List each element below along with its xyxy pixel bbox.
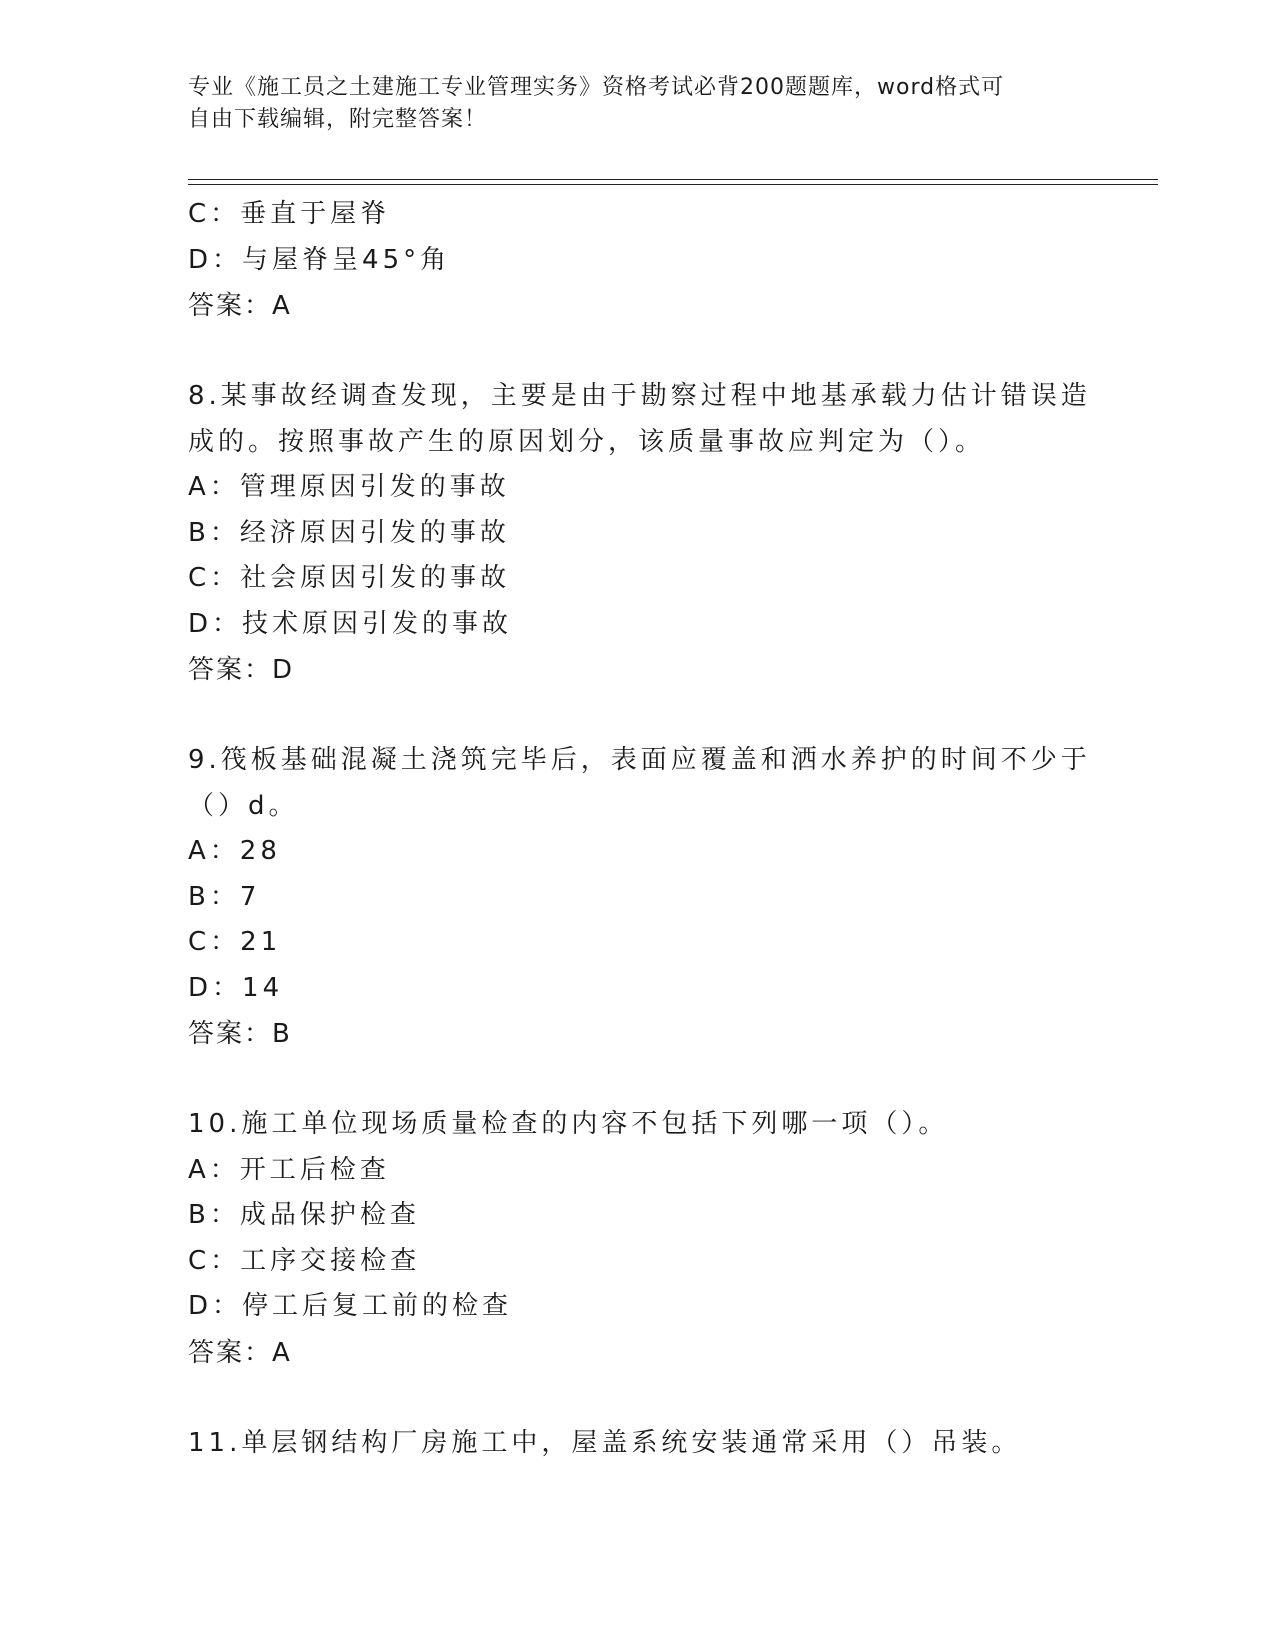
- question-stem: [188, 738, 1091, 829]
- option-d: D：停工后复工前的检查: [188, 1291, 513, 1321]
- option-d: D：技术原因引发的事故: [188, 608, 513, 639]
- option-a: A：开工后检查: [188, 1154, 390, 1185]
- answer-label: 答案：D: [188, 655, 295, 685]
- question-stem: [188, 374, 1091, 465]
- question-7-tail: [188, 192, 1088, 329]
- option-c: C：21: [188, 927, 282, 957]
- question-8: [188, 374, 1091, 693]
- header-line-1: 专业《施工员之土建施工专业管理实务》资格考试必背200题题库，word格式可: [188, 75, 1005, 100]
- question-stem: [188, 1102, 1088, 1148]
- option-b: B：7: [188, 881, 261, 912]
- question-stem-line: 成的。按照事故产生的原因划分，该质量事故应判定为（）。: [188, 426, 986, 457]
- option-b: B：成品保护检查: [188, 1200, 420, 1230]
- option-b: B：经济原因引发的事故: [188, 517, 510, 548]
- option-c: C：垂直于屋脊: [188, 199, 391, 229]
- answer-label: 答案：A: [188, 291, 292, 321]
- question-stem: [188, 1421, 1088, 1467]
- header-line-2: 自由下载编辑，附完整答案！: [188, 107, 488, 132]
- option-d: D：14: [188, 972, 284, 1003]
- option-a: A：管理原因引发的事故: [188, 472, 510, 502]
- option-c: C：社会原因引发的事故: [188, 563, 511, 593]
- answer-label: 答案：A: [188, 1337, 292, 1368]
- question-stem-line: 8.某事故经调查发现，主要是由于勘察过程中地基承载力估计错误造: [188, 381, 1091, 411]
- document-header: [188, 72, 1068, 136]
- answer-label: 答案：B: [188, 1019, 292, 1049]
- question-list: [188, 192, 1091, 1466]
- question-9: [188, 738, 1091, 1057]
- header-divider-top: [188, 179, 1158, 180]
- question-stem-line: 10.施工单位现场质量检查的内容不包括下列哪一项（）。: [188, 1109, 949, 1139]
- question-stem-line: 9.筏板基础混凝土浇筑完毕后，表面应覆盖和洒水养护的时间不少于: [188, 745, 1091, 775]
- option-c: C：工序交接检查: [188, 1245, 421, 1276]
- question-10: [188, 1102, 1088, 1376]
- question-stem-line: 11.单层钢结构厂房施工中，屋盖系统安装通常采用（）吊装。: [188, 1427, 1022, 1458]
- option-a: A：28: [188, 836, 281, 866]
- option-d: D：与屋脊呈45°角: [188, 244, 451, 275]
- question-stem-line: （）d。: [188, 790, 299, 821]
- question-11: [188, 1421, 1088, 1467]
- header-divider-bottom: [188, 184, 1158, 185]
